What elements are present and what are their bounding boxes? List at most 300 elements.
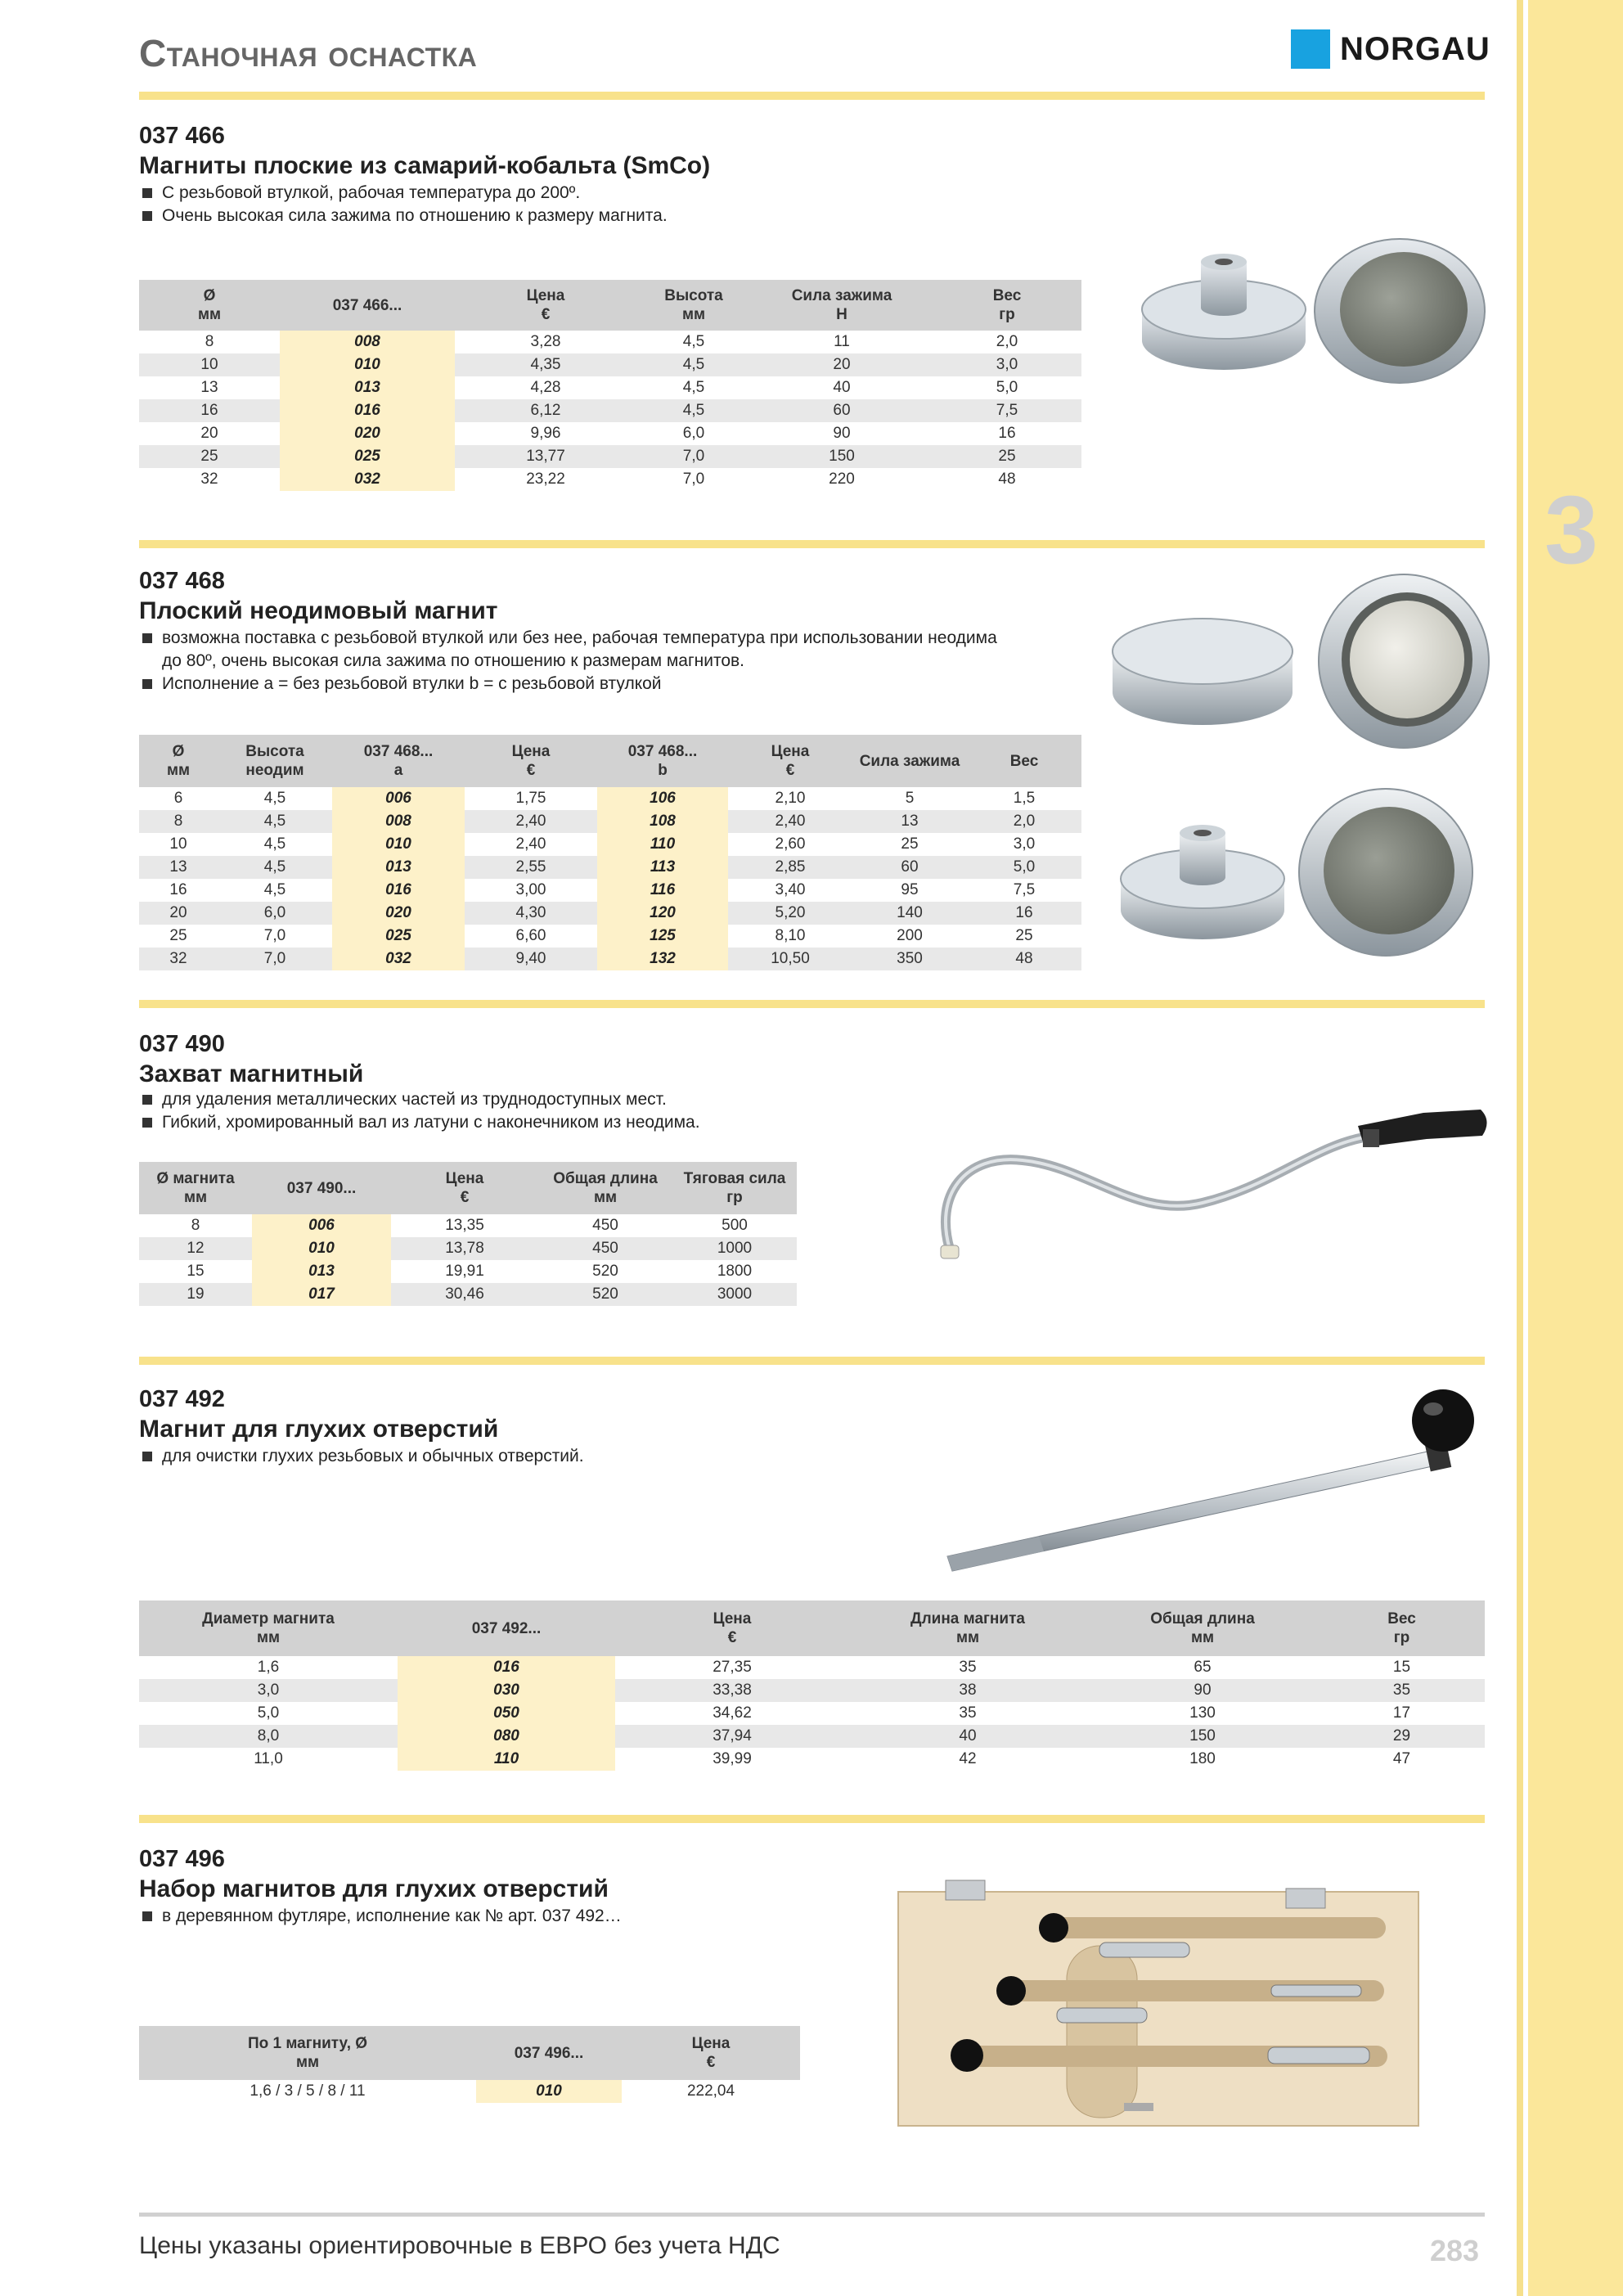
table-row [139, 1214, 797, 1237]
table-cell: 9,96 [530, 425, 561, 442]
footer-divider [139, 2213, 1485, 2217]
column-header-label: Высота [664, 287, 723, 304]
article-code-cell: 016 [332, 879, 465, 902]
table-cell: 4,5 [682, 379, 705, 396]
column-header [751, 280, 933, 331]
bullet-item: Очень высокая сила зажима по отношению к размеру магнита. [141, 205, 1008, 227]
table-row [139, 1679, 1485, 1702]
table-cell: 4,5 [636, 399, 751, 422]
table-cell: 90 [833, 425, 851, 442]
article-code-cell: 006 [332, 787, 465, 810]
spec-table [139, 280, 1081, 491]
table-cell: 520 [538, 1283, 672, 1306]
article-code-cell: 016 [398, 1656, 615, 1679]
table-row [139, 1656, 1485, 1679]
article-code-cell: 110 [597, 833, 728, 856]
table-cell: 222,04 [686, 2082, 735, 2100]
table-cell: 9,40 [465, 948, 597, 970]
table-row [139, 879, 1081, 902]
table-cell: 7,0 [263, 927, 286, 944]
table-cell: 4,5 [636, 353, 751, 376]
table-cell: 15 [187, 1263, 205, 1280]
table-row [139, 1283, 797, 1306]
column-header-label: 037 492... [471, 1619, 542, 1637]
table-cell: 2,40 [465, 810, 597, 833]
column-header-label: Вес [1387, 1610, 1416, 1627]
column-header [622, 2026, 800, 2080]
table-cell: 8 [191, 1217, 200, 1234]
table-cell: 19 [139, 1283, 252, 1306]
column-header-label: 037 468... [627, 743, 698, 760]
table-cell: 350 [852, 948, 967, 970]
table-cell: 7,5 [1013, 881, 1036, 898]
table-cell: 20 [751, 353, 933, 376]
table-row [139, 948, 1081, 970]
table-cell: 10 [139, 353, 280, 376]
column-header-unit: мм [681, 306, 706, 323]
table-cell: 34,62 [713, 1704, 752, 1722]
column-header-label: Сила зажима [791, 287, 892, 304]
table-cell: 5,0 [257, 1704, 280, 1722]
table-cell: 13 [200, 379, 218, 396]
table-cell: 3,28 [530, 333, 561, 350]
blind-hole-magnet-image [941, 1383, 1489, 1579]
bullet-item: Гибкий, хромированный вал из латуни с наконечником из неодима. [141, 1111, 1008, 1134]
column-header-unit: € [785, 762, 795, 779]
column-header-unit: мм [955, 1629, 980, 1646]
column-header [139, 2026, 476, 2080]
table-cell: 48 [998, 470, 1016, 488]
column-header [465, 735, 597, 787]
table-cell: 4,30 [465, 902, 597, 925]
column-header-label: 037 496... [514, 2044, 584, 2062]
table-cell: 16 [967, 902, 1081, 925]
column-header [636, 280, 751, 331]
section-code: 037 496 [139, 1846, 225, 1872]
column-header-unit: гр [999, 306, 1015, 323]
table-cell: 25 [901, 835, 919, 853]
table-cell: 60 [751, 399, 933, 422]
column-header-label: 037 468... [363, 743, 434, 760]
column-header-unit: € [727, 1629, 737, 1646]
neodymium-magnet-image [1109, 569, 1494, 962]
table-cell: 5,0 [996, 379, 1018, 396]
table-cell: 48 [967, 948, 1081, 970]
column-header-label: Вес [1009, 752, 1039, 770]
bullet-item: для очистки глухих резьбовых и обычных отверстий. [141, 1445, 1008, 1468]
article-code-cell: 080 [398, 1725, 615, 1748]
table-cell: 3,0 [933, 353, 1081, 376]
table-cell: 19,91 [445, 1263, 484, 1280]
article-code-cell: 013 [252, 1260, 391, 1283]
table-row [139, 925, 1081, 948]
table-row [139, 787, 1081, 810]
table-cell: 25 [933, 445, 1081, 468]
column-header-unit: гр [726, 1189, 743, 1206]
table-cell: 3,00 [515, 881, 546, 898]
table-cell: 130 [1189, 1704, 1216, 1722]
table-cell: 60 [852, 856, 967, 879]
table-cell: 20 [139, 902, 218, 925]
table-cell: 37,94 [615, 1725, 849, 1748]
column-header-unit: мм [593, 1189, 618, 1206]
table-cell: 3,0 [139, 1679, 398, 1702]
table-row [139, 810, 1081, 833]
column-header [1086, 1600, 1319, 1656]
article-code-cell: 120 [597, 902, 728, 925]
table-row [139, 422, 1081, 445]
table-cell: 520 [592, 1263, 618, 1280]
table-cell: 5 [905, 790, 915, 807]
article-code-cell: 106 [597, 787, 728, 810]
table-cell: 1800 [717, 1263, 753, 1280]
column-header-label: Вес [992, 287, 1022, 304]
section-code: 037 466 [139, 123, 225, 149]
section-title: Захват магнитный [139, 1060, 364, 1087]
column-header-unit: мм [197, 306, 222, 323]
column-header-unit: € [706, 2054, 716, 2071]
section-divider [139, 1357, 1485, 1365]
table-cell: 7,0 [636, 445, 751, 468]
table-row [139, 1702, 1485, 1725]
spec-table [139, 735, 1081, 970]
table-cell: 8,0 [139, 1725, 398, 1748]
table-cell: 6,12 [455, 399, 636, 422]
table-cell: 180 [1189, 1750, 1216, 1767]
article-code-cell: 032 [280, 468, 455, 491]
article-code-cell: 016 [280, 399, 455, 422]
column-header-label: Цена [713, 1610, 752, 1627]
section-title: Набор магнитов для глухих отверстий [139, 1875, 609, 1902]
column-header-label: Длина магнита [910, 1610, 1025, 1627]
column-header-label: Цена [691, 2035, 731, 2052]
section-bullets [141, 1905, 1008, 1928]
brand-logo [1291, 29, 1490, 69]
article-code-cell: 017 [252, 1283, 391, 1306]
table-cell: 11 [834, 333, 850, 350]
article-code-cell: 116 [597, 879, 728, 902]
column-header [1319, 1600, 1485, 1656]
bullet-item: в деревянном футляре, исполнение как № арт. 037 492… [141, 1905, 1008, 1928]
smco-magnet-image [1134, 237, 1494, 385]
bullet-item: С резьбовой втулкой, рабочая температура до 200º. [141, 182, 1008, 205]
table-cell: 29 [1319, 1725, 1485, 1748]
column-header [597, 735, 728, 787]
column-header-unit: € [541, 306, 551, 323]
article-code-cell: 032 [332, 948, 465, 970]
table-row [139, 833, 1081, 856]
column-header [933, 280, 1081, 331]
table-cell: 4,35 [455, 353, 636, 376]
chapter-sidebar [1523, 0, 1623, 2296]
column-header [455, 280, 636, 331]
article-code-cell: 113 [597, 856, 728, 879]
table-cell: 2,60 [775, 835, 806, 853]
table-header-row [139, 1162, 797, 1214]
bullet-item: для удаления металлических частей из труднодоступных мест. [141, 1088, 1008, 1111]
article-code-cell: 025 [332, 925, 465, 948]
magnetic-pickup-tool-image [933, 1096, 1489, 1268]
column-header-unit: мм [1190, 1629, 1215, 1646]
table-cell: 3,40 [775, 881, 806, 898]
table-cell: 6,0 [682, 425, 705, 442]
table-cell: 3,0 [1013, 835, 1036, 853]
table-cell: 40 [849, 1725, 1086, 1748]
section-title: Магнит для глухих отверстий [139, 1416, 499, 1443]
table-cell: 450 [592, 1217, 618, 1234]
table-cell: 8 [139, 810, 218, 833]
table-cell: 90 [1086, 1679, 1319, 1702]
table-cell: 2,0 [996, 333, 1018, 350]
article-code-cell: 008 [280, 331, 455, 353]
column-header-unit: мм [256, 1629, 281, 1646]
column-header-label: Сила зажима [859, 752, 960, 770]
spec-table [139, 1600, 1485, 1771]
table-cell: 13,77 [455, 445, 636, 468]
table-cell: 500 [722, 1217, 748, 1234]
table-cell: 1,5 [1013, 790, 1036, 807]
column-header-label: Ø магнита [156, 1170, 235, 1187]
table-cell: 7,0 [682, 470, 705, 488]
section-code: 037 490 [139, 1031, 225, 1057]
column-header [218, 735, 332, 787]
page-title: Станочная оснастка [139, 32, 478, 74]
table-cell: 8 [205, 333, 214, 350]
table-cell: 33,38 [615, 1679, 849, 1702]
column-header [332, 735, 465, 787]
table-cell: 4,28 [530, 379, 561, 396]
table-cell: 4,5 [263, 881, 286, 898]
article-code-cell: 030 [398, 1679, 615, 1702]
page-number: 283 [1430, 2234, 1480, 2267]
table-row [139, 1237, 797, 1260]
table-header-row [139, 2026, 800, 2080]
column-header [672, 1162, 797, 1214]
section-divider [139, 1000, 1485, 1008]
table-cell: 13,78 [391, 1237, 538, 1260]
table-cell: 10 [169, 835, 187, 853]
table-cell: 11,0 [254, 1750, 283, 1767]
table-cell: 32 [139, 948, 218, 970]
table-cell: 25 [1015, 927, 1033, 944]
column-header-unit: a [393, 762, 403, 779]
bullet-item: Исполнение a = без резьбовой втулки b = с резьбовой втулкой [141, 673, 1000, 696]
column-header [280, 280, 455, 331]
column-header-unit: b [658, 762, 668, 779]
table-cell: 1,6 / 3 / 5 / 8 / 11 [250, 2082, 366, 2100]
column-header-unit: Н [836, 306, 847, 323]
table-cell: 4,5 [263, 790, 286, 807]
table-cell: 3000 [672, 1283, 797, 1306]
table-cell: 2,40 [728, 810, 852, 833]
column-header-label: Цена [511, 743, 551, 760]
table-row [139, 2080, 800, 2103]
table-cell: 42 [959, 1750, 977, 1767]
table-row [139, 445, 1081, 468]
brand-name: NORGAU [1340, 30, 1490, 67]
table-cell: 40 [833, 379, 851, 396]
table-cell: 6,60 [515, 927, 546, 944]
section-bullets [141, 1445, 1008, 1468]
article-code-cell: 132 [597, 948, 728, 970]
column-header [728, 735, 852, 787]
column-header-label: Высота [245, 743, 304, 760]
spec-table [139, 1162, 797, 1306]
table-row [139, 1748, 1485, 1771]
column-header-label: 037 490... [286, 1179, 357, 1197]
table-cell: 32 [200, 470, 218, 488]
column-header-unit: гр [1393, 1629, 1410, 1646]
column-header [538, 1162, 672, 1214]
spec-table [139, 2026, 800, 2103]
section-bullets [141, 182, 1008, 227]
table-row [139, 331, 1081, 353]
table-row [139, 353, 1081, 376]
column-header-unit: мм [166, 762, 191, 779]
footer-note: Цены указаны ориентировочные в ЕВРО без учета НДС [139, 2232, 780, 2259]
table-cell: 1,75 [515, 790, 546, 807]
column-header-unit: мм [295, 2054, 320, 2071]
table-cell: 16 [998, 425, 1016, 442]
column-header-unit: мм [183, 1189, 208, 1206]
table-cell: 30,46 [391, 1283, 538, 1306]
table-cell: 4,5 [218, 856, 332, 879]
article-code-cell: 013 [280, 376, 455, 399]
column-header [252, 1162, 391, 1214]
table-cell: 4,5 [263, 835, 286, 853]
table-row [139, 1260, 797, 1283]
column-header [139, 1162, 252, 1214]
column-header-label: Общая длина [1150, 1610, 1255, 1627]
article-code-cell: 110 [398, 1748, 615, 1771]
table-cell: 150 [751, 445, 933, 468]
table-row [139, 376, 1081, 399]
table-cell: 2,10 [775, 790, 806, 807]
article-code-cell: 050 [398, 1702, 615, 1725]
table-row [139, 902, 1081, 925]
article-code-cell: 010 [280, 353, 455, 376]
table-cell: 38 [849, 1679, 1086, 1702]
section-divider [139, 1815, 1485, 1823]
table-cell: 13 [852, 810, 967, 833]
section-title: Плоский неодимовый магнит [139, 597, 498, 624]
article-code-cell: 006 [252, 1214, 391, 1237]
table-cell: 6,0 [218, 902, 332, 925]
section-code: 037 468 [139, 568, 225, 594]
column-header-label: Цена [526, 287, 565, 304]
column-header [139, 735, 218, 787]
article-code-cell: 013 [332, 856, 465, 879]
table-cell: 47 [1392, 1750, 1411, 1767]
section-title: Магниты плоские из самарий-кобальта (SmCo) [139, 152, 711, 179]
section-code: 037 492 [139, 1386, 225, 1412]
article-code-cell: 010 [332, 833, 465, 856]
table-cell: 5,20 [728, 902, 852, 925]
column-header-unit: неодим [245, 762, 304, 779]
table-cell: 35 [1319, 1679, 1485, 1702]
column-header-label: 037 466... [332, 296, 402, 314]
article-code-cell: 010 [252, 1237, 391, 1260]
table-cell: 2,85 [728, 856, 852, 879]
section-bullets [141, 627, 1000, 696]
table-cell: 2,0 [967, 810, 1081, 833]
article-code-cell: 025 [280, 445, 455, 468]
table-row [139, 856, 1081, 879]
column-header-label: Общая длина [553, 1170, 658, 1187]
table-row [139, 468, 1081, 491]
column-header-label: Тяговая сила [683, 1170, 786, 1187]
table-cell: 1000 [672, 1237, 797, 1260]
table-cell: 39,99 [713, 1750, 752, 1767]
table-cell: 25 [139, 445, 280, 468]
table-cell: 200 [897, 927, 923, 944]
table-cell: 13 [139, 856, 218, 879]
bullet-item: возможна поставка с резьбовой втулкой или без нее, рабочая температура при использовании неодима до 80º, очень высокая сила зажима по отношению к размерам магнитов. [141, 627, 1000, 673]
column-header [615, 1600, 849, 1656]
chapter-number: 3 [1544, 476, 1598, 584]
column-header [139, 280, 280, 331]
table-cell: 140 [852, 902, 967, 925]
section-divider [139, 92, 1485, 100]
table-cell: 8,10 [775, 927, 806, 944]
table-cell: 16 [139, 399, 280, 422]
column-header-unit: € [526, 762, 536, 779]
column-header [139, 1600, 398, 1656]
table-cell: 35 [959, 1704, 977, 1722]
table-cell: 35 [959, 1659, 977, 1676]
table-cell: 25 [169, 927, 187, 944]
table-cell: 5,0 [967, 856, 1081, 879]
column-header [852, 735, 967, 787]
table-cell: 220 [829, 470, 855, 488]
table-cell: 12 [139, 1237, 252, 1260]
table-cell: 27,35 [713, 1659, 752, 1676]
table-cell: 17 [1392, 1704, 1411, 1722]
table-cell: 7,5 [933, 399, 1081, 422]
table-cell: 95 [901, 881, 919, 898]
table-cell: 13,35 [445, 1217, 484, 1234]
column-header-label: По 1 магниту, Ø [247, 2035, 368, 2052]
column-header-label: Цена [445, 1170, 484, 1187]
table-cell: 2,55 [465, 856, 597, 879]
column-header-label: Ø [172, 743, 185, 760]
article-code-cell: 125 [597, 925, 728, 948]
column-header-unit: € [460, 1189, 470, 1206]
table-header-row [139, 280, 1081, 331]
table-header-row [139, 1600, 1485, 1656]
table-cell: 7,0 [218, 948, 332, 970]
table-cell: 4,5 [218, 810, 332, 833]
section-bullets [141, 1088, 1008, 1134]
article-code-cell: 010 [476, 2080, 622, 2103]
table-cell: 10,50 [728, 948, 852, 970]
column-header [476, 2026, 622, 2080]
table-cell: 20 [200, 425, 218, 442]
table-cell: 150 [1086, 1725, 1319, 1748]
section-divider [139, 540, 1485, 548]
column-header-label: Диаметр магнита [202, 1610, 335, 1627]
column-header-label: Ø [203, 287, 216, 304]
column-header-label: Цена [771, 743, 810, 760]
article-code-cell: 020 [280, 422, 455, 445]
table-cell: 65 [1194, 1659, 1212, 1676]
table-cell: 23,22 [526, 470, 565, 488]
table-cell: 450 [538, 1237, 672, 1260]
column-header [849, 1600, 1086, 1656]
column-header [967, 735, 1081, 787]
table-cell: 2,40 [515, 835, 546, 853]
table-cell: 15 [1392, 1659, 1411, 1676]
